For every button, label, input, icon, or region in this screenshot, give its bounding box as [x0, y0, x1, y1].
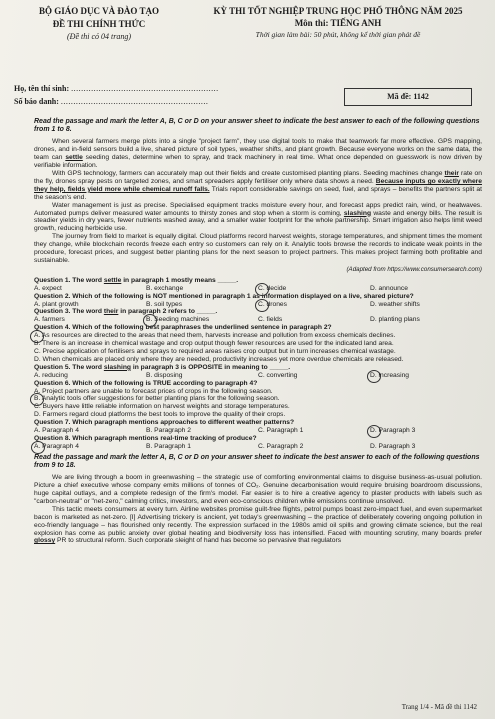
- answer-option[interactable]: B. Paragraph 1: [146, 442, 191, 450]
- name-label: Họ, tên thí sinh:: [14, 84, 70, 93]
- question-stem: Question 3. The word their in paragraph 2 refers to _____.: [34, 308, 218, 316]
- answer-option[interactable]: C. decide: [258, 285, 370, 293]
- answer-options-row: [34, 443, 482, 451]
- question-stem: Question 5. The word slashing in paragraph 3 is OPPOSITE in meaning to _____.: [34, 363, 291, 371]
- passage2-paragraph-1: We are living through a boom in greenwashing – the strategic use of comforting environmental claims to disguise business-as-usual pollution. Picture a chief executive whose company emits millions of tonnes of CO₂. Genuine decarbonisation would require bruising boardroom discussions, huge capital outlays, and a complete redesign of the firm's model. Far easier is to hire a creative agency to plaster products with labels such as "carbon-neutral" or "net-zero," calming critics, investors, and even eco-conscious children while emissions continue unsolved.: [34, 474, 482, 505]
- header-right: [192, 6, 484, 39]
- question-stem: Question 4. Which of the following best paraphrases the underlined sentence in paragraph 2?: [34, 324, 332, 332]
- header-left: [14, 6, 184, 41]
- answer-option[interactable]: B. Paragraph 2: [146, 427, 191, 435]
- answer-option[interactable]: C. drones: [258, 301, 370, 309]
- answer-option[interactable]: D. Paragraph 3: [370, 442, 416, 450]
- answer-option[interactable]: D. planting plans: [370, 316, 420, 324]
- page-count: (Đề thi có 04 trang): [67, 32, 131, 41]
- answer-option[interactable]: D. announce: [370, 284, 408, 292]
- answer-option[interactable]: A. expect: [34, 284, 62, 292]
- exam-code-box: Mã đề: 1142: [344, 88, 472, 106]
- question-stem: Question 1. The word settle in paragraph 1 mostly means _____.: [34, 276, 239, 284]
- answer-circle-mark: [255, 299, 269, 312]
- answer-option[interactable]: A. Paragraph 4: [34, 443, 146, 451]
- exam-content: [34, 118, 482, 545]
- answer-options-row: [34, 427, 482, 435]
- answer-option[interactable]: A. Paragraph 4: [34, 427, 79, 435]
- answer-option[interactable]: C. Precise application of fertilisers and sprays to required areas raises crop output but in turn increases chemical wastage.: [34, 347, 396, 355]
- answer-option[interactable]: A. plant growth: [34, 300, 79, 308]
- exam-header: [14, 6, 484, 114]
- answer-option[interactable]: A. As resources are directed to the areas that need them, harvests increase and pollution from excess chemicals declines.: [34, 332, 482, 340]
- answer-options-row: [34, 316, 482, 324]
- answer-option[interactable]: D. increasing: [370, 372, 482, 380]
- answer-option[interactable]: A. reducing: [34, 371, 68, 379]
- passage1-paragraph-3: Water management is just as precise. Specialised equipment tracks moisture every hour, and forecast apps predict rain, wind, or heatwaves. Automated pumps deliver measured water amounts to thirsty zones and stop when a storm is coming, slashing waste and energy bills. The result is steadier yields in dry years, fewer nutrients washed away, and a smaller water footprint for the whole partnership. Smart irrigation also helps limit weed growth, reducing herbicide use.: [34, 201, 482, 233]
- passage1-paragraph-4: The journey from field to market is equally digital. Cloud platforms record harvest weights, storage temperatures, and shipment times the moment they change, while blockchain records freeze each entry so customers can rely on it. Analytic tools browse the records to indicate weak points in the procedure, forecast prices, and suggest better planting plans for the next season to project partners. This makes project farming both profitable and sustainable.: [34, 233, 482, 264]
- time-note: Thời gian làm bài: 50 phút, không kể thời gian phát đề: [255, 30, 421, 39]
- answer-option[interactable]: B. Seeding machines: [146, 316, 258, 324]
- answer-option[interactable]: C. Paragraph 1: [258, 427, 304, 435]
- question-stem: Question 8. Which paragraph mentions real-time tracking of produce?: [34, 434, 257, 442]
- answer-option[interactable]: D. Farmers regard cloud platforms the best tools to improve the quality of their crops.: [34, 411, 286, 419]
- answer-option[interactable]: C. Paragraph 2: [258, 442, 304, 450]
- passage1-paragraph-2: With GPS technology, farmers can accurately map out their fields and create customised planting plans. Seeding machines change their rate on the fly, drones spray pests on targeted zones, and smart spreaders apply fertiliser only where data shows a need. Because inputs go exactly where they help, fields yield more while chemical runoff falls. Trials report considerable savings on seed, fuel, and sprays – benefits the partners split at the season's end.: [34, 170, 482, 201]
- exam-title: KỲ THI TỐT NGHIỆP TRUNG HỌC PHỔ THÔNG NĂM 2025: [213, 6, 463, 16]
- answer-circle-mark: [367, 370, 381, 383]
- answer-option[interactable]: D. weather shifts: [370, 300, 420, 308]
- name-field: ...........................................................: [71, 84, 219, 93]
- answer-option[interactable]: C. fields: [258, 316, 283, 324]
- answer-options-row: [34, 285, 482, 293]
- answer-option[interactable]: A. Project partners are unable to forecast prices of crops in the following season.: [34, 387, 273, 395]
- source-citation: (Adapted from https://www.consumersearch.com): [346, 265, 482, 273]
- instruction-1: Read the passage and mark the letter A, B, C or D on your answer sheet to indicate the best answer to each of the following questions from 1 to 8.: [34, 118, 480, 134]
- answer-option[interactable]: B. exchange: [146, 284, 184, 292]
- id-field: ...........................................................: [60, 97, 209, 106]
- official-label: ĐỀ THI CHÍNH THỨC: [52, 19, 146, 29]
- answer-option[interactable]: C. Buyers have little reliable information on harvest weights and storage temperatures.: [34, 403, 290, 411]
- candidate-info: [14, 82, 219, 108]
- instruction-2: Read the passage and mark the letter A, B, C or D on your answer sheet to indicate the best answer to each of the following questions from 9 to 18.: [34, 453, 480, 469]
- answer-option[interactable]: B. There is an increase in chemical wastage and crop output though fewer resources are used for the indicated land area.: [34, 340, 394, 348]
- question-stem: Question 6. Which of the following is TRUE according to paragraph 4?: [34, 379, 258, 387]
- answer-option[interactable]: B. soil types: [146, 300, 183, 308]
- answer-option[interactable]: C. converting: [258, 371, 298, 379]
- answer-options-row: [34, 301, 482, 309]
- page-footer: Trang 1/4 - Mã đề thi 1142: [401, 703, 477, 711]
- answer-circle-mark: [255, 283, 269, 296]
- answer-circle-mark: [31, 441, 45, 454]
- question-stem: Question 2. Which of the following is NOT mentioned in paragraph 1 as information displayed on a live, shared picture?: [34, 292, 414, 300]
- id-label: Số báo danh:: [14, 97, 59, 106]
- answer-option[interactable]: D. When chemicals are placed only where they are needed, productivity increases yet more overdue chemicals are released.: [34, 355, 404, 363]
- answer-option[interactable]: B. disposing: [146, 371, 183, 379]
- answer-option[interactable]: D. Paragraph 3: [370, 427, 482, 435]
- ministry-name: BỘ GIÁO DỤC VÀ ĐÀO TẠO: [39, 6, 159, 16]
- answer-option[interactable]: B. Analytic tools offer suggestions for better planting plans for the following season.: [34, 395, 482, 403]
- questions-1-8: [34, 277, 482, 451]
- subject-title: Môn thi: TIẾNG ANH: [294, 18, 382, 28]
- answer-option[interactable]: A. farmers: [34, 316, 65, 324]
- answer-options-row: [34, 372, 482, 380]
- answer-circle-mark: [367, 425, 381, 438]
- question-stem: Question 7. Which paragraph mentions approaches to different weather patterns?: [34, 419, 295, 427]
- passage1-paragraph-1: When several farmers merge plots into a single "project farm", they use digital tools to make that teamwork far more effective. GPS mapping, drones, and in-field sensors build a live, shared picture of soil types, weather shifts, and plant growth. Because everyone works on the same data, the team can settle seeding dates, determine when to spray, and track machinery in real time. What once depended on guesswork is now driven by verifiable information.: [34, 138, 482, 170]
- passage2-paragraph-2: This tactic meets consumers at every turn. Airline websites promise guilt-free flights, petrol pumps boast zero-impact fuel, and even supermarket bacon is marketed as net-zero. [I] Advertising trickery is ancient, yet today's greenwashing – the practice of deliberately covering ongoing pollution in eco-friendly language – has flourished only recently. The expression surfaced in the 1980s amid oil spills and growing climate science, but the real explosion has come as public anxiety over global heating and biodiversity loss has intensified. Faced with mounting scrutiny, many boards prefer glossy PR to structural reform. Such corporate sleight of hand has become so pervasive that regulators: [34, 505, 482, 545]
